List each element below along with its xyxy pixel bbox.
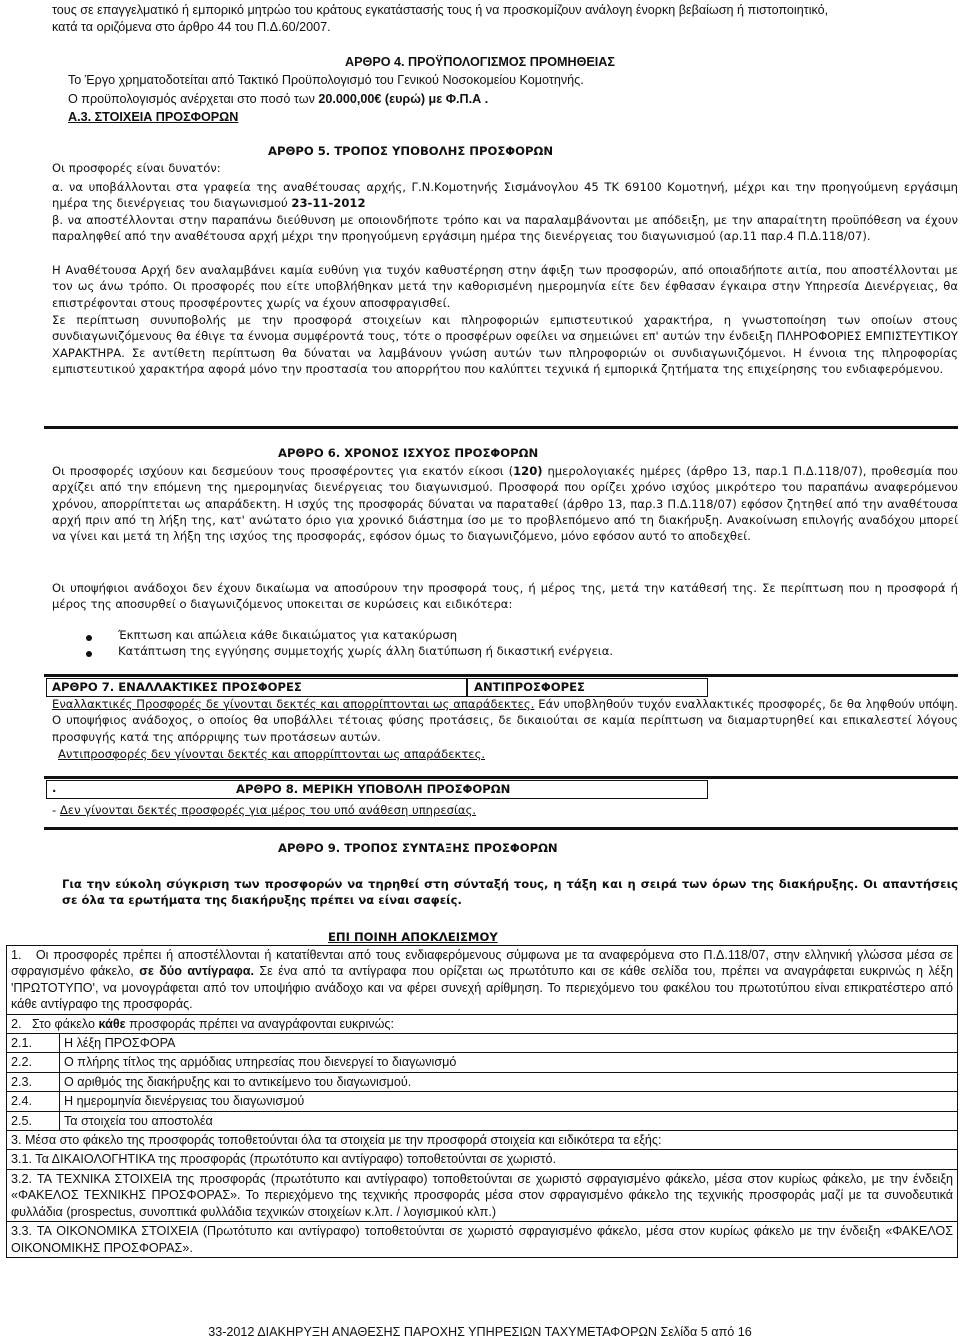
row-text: προσφοράς πρέπει να αναγράφονται ευκρινώς: [125, 1016, 394, 1031]
article-5-paragraph-1: Η Αναθέτουσα Αρχή δεν αναλαμβάνει καμία ευθύνη για τυχόν καθυστέρηση στην άφιξη των προσφορών, από οποιαδήποτε αιτία, που αποστέλλονται με τον ως άνω τρόπο. Οι προσφορές που είτε υποβλήθηκαν μετά την καθορισμένη ημερομηνία είτε δεν έφθασαν έγκαιρα στην Υπηρεσία Διενέργειας, θα επιστρέφονται στους προσφέροντες χωρίς να έχουν αποσφραγισθεί. [52, 263, 958, 310]
submission-date: 23-11-2012 [291, 196, 366, 211]
table-row [7, 1111, 958, 1130]
article-5-lead: Οι προσφορές είναι δυνατόν: [52, 161, 221, 175]
row-number: 2.5. [7, 1111, 60, 1130]
table-row [7, 946, 958, 1015]
row-text: Σε ένα από τα αντίγραφα που ορίζεται ως πρωτότυπο και σε κάθε σελίδα του, πρέπει να αναγράφεται ευκρινώς η λέξη 'ΠΡΩΤΟΤΥΠΟ', να μονογράφεται από τον υποψήφιο ανάδοχο και να φέρει συνεχή αρίθμηση. Το περιεχόμενο του φακέλου του πρωτοτύπου είναι επικρατέστερο από κάθε αντίγραφο της προσφοράς. [11, 964, 954, 1012]
counter-offers-title: ΑΝΤΙΠΡΟΣΦΟΡΕΣ [474, 680, 585, 694]
row-text-bold: κάθε [98, 1016, 126, 1031]
table-cell [7, 1014, 958, 1033]
dash-text: - [52, 803, 60, 817]
validity-text-pre: Οι προσφορές ισχύουν και δεσμεύουν τους προσφέροντες για εκατόν είκοσι ( [52, 464, 514, 478]
row-text: Η ημερομηνία διενέργειας του διαγωνισμού [60, 1092, 958, 1111]
table-row [7, 1053, 958, 1072]
article-6-title: ΑΡΘΡΟ 6. ΧΡΟΝΟΣ ΙΣΧΥΟΣ ΠΡΟΣΦΟΡΩΝ [278, 446, 539, 460]
row-number: 1. [11, 948, 22, 962]
row-text: 3.1. Τα ΔΙΚΑΙΟΛΟΓΗΤΙΚΑ της προσφοράς (πρωτότυπο και αντίγραφο) τοποθετούνται σε χωριστό. [7, 1150, 958, 1169]
requirements-table [6, 945, 958, 1258]
row-number: 2.4. [7, 1092, 60, 1111]
budget-amount: 20.000,00€ (ευρώ) με Φ.Π.Α . [318, 92, 489, 106]
article-4-line-2 [68, 91, 488, 107]
table-row [7, 1169, 958, 1221]
section-divider [44, 674, 958, 677]
article-5-paragraph-2: Σε περίπτωση συνυποβολής με την προσφορά στοιχείων και πληροφοριών εμπιστευτικού χαρακτήρα, η γνωστοποίηση των οποίων στους συνδιαγωνιζόμενους θα έθιγε τα έννομα συμφέροντά τους, τότε ο προσφέρων οφείλει να σημειώνει επ' αυτών την ένδειξη ΠΛΗΡΟΦΟΡΙΕΣ ΕΜΠΙΣΤΕΥΤΙΚΟΥ ΧΑΡΑΚΤΗΡΑ. Σε αντίθετη περίπτωση θα δύναται να λαμβάνουν γνώση αυτών των πληροφοριών οι συνδιαγωνιζόμενοι. Η έννοια της πληροφορίας εμπιστευτικού χαρακτήρα αφορά μόνο την προστασία του απορρήτου που καλύπτει τεχνικά ή εμπορικά ζητήματα της επιχείρησης του ενδιαφερόμενου. [52, 313, 958, 376]
alternative-offers-text: Εάν υποβληθούν τυχόν εναλλακτικές προσφορές, δε θα ληφθούν υπόψη. Ο υποψήφιος ανάδοχος, ο οποίος θα υποβάλλει τέτοιας φύσης προτάσεις, δε δικαιούται σε καμία περίπτωση να διαμαρτυρηθεί και επικαλεστεί λόγους προσφυγής κατά της απόρριψης των προτάσεων αυτών. [52, 697, 958, 744]
article-9-note: Για την εύκολη σύγκριση των προσφορών να τηρηθεί στη σύνταξή τους, η τάξη και η σειρά των όρων της διακήρυξης. Οι απαντήσεις σε όλα τα ερωτήματα της διακήρυξης πρέπει να είναι σαφείς. [62, 877, 958, 908]
article-4-line-1: Το Έργο χρηματοδοτείται από Τακτικό Προϋπολογισμό του Γενικού Νοσοκομείου Κομοτηνής. [68, 73, 584, 87]
budget-text: Ο προϋπολογισμός ανέρχεται στο ποσό των [68, 92, 319, 106]
row-text: Οι προσφορές πρέπει ή αποστέλλονται ή κατατίθενται από τους ενδιαφερόμενους σύμφωνα με τα αναφερόμενα στο Π.Δ.118/07, στην ελληνική γλώσσα μέσα σε σφραγισμένο φάκελο, [11, 948, 953, 979]
bullet-icon [86, 635, 92, 641]
table-row [7, 1034, 958, 1053]
table-row [7, 1131, 958, 1150]
article-7-title: ΑΡΘΡΟ 7. ΕΝΑΛΛΑΚΤΙΚΕΣ ΠΡΟΣΦΟΡΕΣ [52, 680, 302, 694]
article-9-title: ΑΡΘΡΟ 9. ΤΡΟΠΟΣ ΣΥΝΤΑΞΗΣ ΠΡΟΣΦΟΡΩΝ [278, 841, 558, 855]
section-divider [44, 827, 958, 830]
section-divider [44, 776, 958, 779]
row-text: 3.3. ΤΑ ΟΙΚΟΝΟΜΙΚΑ ΣΤΟΙΧΕΙΑ (Πρωτότυπο και αντίγραφο) τοποθετούνται σε χωριστό σφραγισμένο φάκελο, μέσα στον κυρίως φάκελο με την ένδειξη «ΦΑΚΕΛΟΣ ΟΙΚΟΝΟΜΙΚΗΣ ΠΡΟΣΦΟΡΑΣ». [7, 1222, 958, 1258]
row-number: 2. [11, 1016, 22, 1031]
row-number: 2.1. [7, 1034, 60, 1053]
bullet-item-2: Κατάπτωση της εγγύησης συμμετοχής χωρίς άλλη διατύπωση ή δικαστική ενέργεια. [118, 644, 614, 658]
table-row [7, 1150, 958, 1169]
table-row [7, 1014, 958, 1033]
intro-line-1: τους σε επαγγελματικό ή εμπορικό μητρώο του κράτους εγκατάστασής τους ή να προσκομίζουν ανάλογη ένορκη βεβαίωση ή πιστοποιητικό, [52, 3, 829, 17]
option-a-text: α. να υποβάλλονται στα γραφεία της αναθέτουσας αρχής, Γ.Ν.Κομοτηνής Σισμάνογλου 45 ΤΚ 69100 Κομοτηνή, μέχρι και την προηγούμενη εργάσιμη ημέρα της διενέργειας του διαγωνισμού [52, 180, 958, 211]
bullet-icon [86, 651, 92, 657]
row-text: Ο αριθμός της διακήρυξης και το αντικείμενο του διαγωνισμού. [60, 1072, 958, 1091]
validity-text-post: ημερολογιακές ημέρες (άρθρο 13, παρ.1 Π.Δ.118/07), προθεσμία που αρχίζει από την επόμενη της ημερομηνίας διενέργειας του διαγωνισμού. Προσφορά που ορίζει χρόνο ισχύος μικρότερο του παραπάνω αναφερόμενου χρόνου, απορρίπτεται ως απαράδεκτη. Η ισχύς της προσφοράς δύναται να παραταθεί (άρθρο 13, παρ.3 Π.Δ.118/07) εφόσον ζητηθεί από την αναθέτουσα αρχή πριν από τη λήξη της, κατ' ανώτατο όριο για χρονικό διάστημα ίσο με το προβλεπόμενο από τη διακήρυξη. Ανακοίνωση επιλογής αναδόχου μπορεί να γίνει και μετά τη λήξη της ισχύος της προσφοράς, εφόσον όμως το διαγωνιζόμενο, μόνο εφόσον αυτό το αποδεχθεί. [52, 464, 958, 544]
table-row [7, 1072, 958, 1091]
table-row [7, 1092, 958, 1111]
partial-offers-rule: Δεν γίνονται δεκτές προσφορές για μέρος του υπό ανάθεση υπηρεσίας. [59, 803, 477, 817]
article-8-line [52, 802, 476, 818]
article-4-title: ΑΡΘΡΟ 4. ΠΡΟΫΠΟΛΟΓΙΣΜΟΣ ΠΡΟΜΗΘΕΙΑΣ [345, 55, 615, 69]
article-5-option-b: β. να αποστέλλονται στην παραπάνω διεύθυνση με οποιονδήποτε τρόπο και να παραλαμβάνονται με απόδειξη, με την απαραίτητη προϋπόθεση να έχουν παραληφθεί από την αναθέτουσα αρχή μέχρι την προηγούμενη εργάσιμη ημέρα της διενέργειας του διαγωνισμού (αρ.11 παρ.4 Π.Δ.118/07). [52, 213, 958, 244]
article-6-paragraph-2: Οι υποψήφιοι ανάδοχοι δεν έχουν δικαίωμα να αποσύρουν την προσφορά τους, ή μέρος της, μετά την κατάθεσή της. Σε περίπτωση που η προσφορά ή μέρος της αποσυρθεί ο διαγωνιζόμενος υποκειται σε κυρώσεις και ειδικότερα: [52, 581, 958, 612]
row-text: Στο φάκελο [32, 1016, 99, 1031]
article-6-paragraph-1 [52, 463, 958, 544]
row-text-bold: σε δύο αντίγραφα. [139, 964, 254, 979]
row-text: Η λέξη ΠΡΟΣΦΟΡΑ [60, 1034, 958, 1053]
intro-line-2: κατά τα οριζόμενα στο άρθρο 44 του Π.Δ.60/2007. [52, 20, 331, 34]
row-text: Ο πλήρης τίτλος της αρμόδιας υπηρεσίας που διενεργεί το διαγωνισμό [60, 1053, 958, 1072]
alternative-offers-rule: Εναλλακτικές Προσφορές δε γίνονται δεκτές και απορρίπτονται ως απαράδεκτες. [52, 697, 535, 711]
article-5-title: ΑΡΘΡΟ 5. ΤΡΟΠΟΣ ΥΠΟΒΟΛΗΣ ΠΡΟΣΦΟΡΩΝ [268, 144, 554, 158]
article-7-paragraph-2: Αντιπροσφορές δεν γίνονται δεκτές και απορρίπτονται ως απαράδεκτες. [58, 747, 486, 761]
bullet-item-1: Έκπτωση και απώλεια κάθε δικαιώματος για κατακύρωση [118, 628, 458, 642]
article-8-dot: . [52, 781, 57, 795]
table-row [7, 1222, 958, 1258]
penalty-heading: ΕΠΙ ΠΟΙΝΗ ΑΠΟΚΛΕΙΣΜΟΥ [328, 930, 498, 944]
row-number: 2.2. [7, 1053, 60, 1072]
validity-days: 120) [513, 464, 543, 478]
row-text: 3. Μέσα στο φάκελο της προσφοράς τοποθετούνται όλα τα στοιχεία με την προσφορά στοιχεία και ειδικότερα τα εξής: [7, 1131, 958, 1150]
row-text: 3.2. ΤΑ ΤΕΧΝΙΚΑ ΣΤΟΙΧΕΙΑ της προσφοράς (πρωτότυπο και αντίγραφο) τοποθετούνται σε χωριστό σφραγισμένο φάκελο, μέσα στον κυρίως φάκελο, με την ένδειξη «ΦΑΚΕΛΟΣ ΤΕΧΝΙΚΗΣ ΠΡΟΣΦΟΡΑΣ». Το περιεχόμενο της τεχνικής προσφοράς μέσα στον σφραγισμένο φάκελο της τεχνικής προσφοράς μαζί με τα συνοδευτικά φυλλάδια (prospectus, συνοπτικά φυλλάδια τεχνικών στοιχείων κ.λπ. / λογισμικού κλπ.) [7, 1169, 958, 1221]
section-divider [44, 426, 958, 429]
article-7-paragraph-1 [52, 696, 958, 745]
section-a3-heading: Α.3. ΣΤΟΙΧΕΙΑ ΠΡΟΣΦΟΡΩΝ [68, 110, 239, 124]
row-text: Τα στοιχεία του αποστολέα [60, 1111, 958, 1130]
row-number: 2.3. [7, 1072, 60, 1091]
table-cell [7, 946, 958, 1015]
article-5-option-a [52, 179, 958, 212]
article-8-title: ΑΡΘΡΟ 8. ΜΕΡΙΚΗ ΥΠΟΒΟΛΗ ΠΡΟΣΦΟΡΩΝ [236, 782, 511, 796]
page-footer: 33-2012 ΔΙΑΚΗΡΥΞΗ ΑΝΑΘΕΣΗΣ ΠΑΡΟΧΗΣ ΥΠΗΡΕΣΙΩΝ ΤΑΧΥΜΕΤΑΦΟΡΩΝ Σελίδα 5 από 16 [208, 1325, 752, 1339]
